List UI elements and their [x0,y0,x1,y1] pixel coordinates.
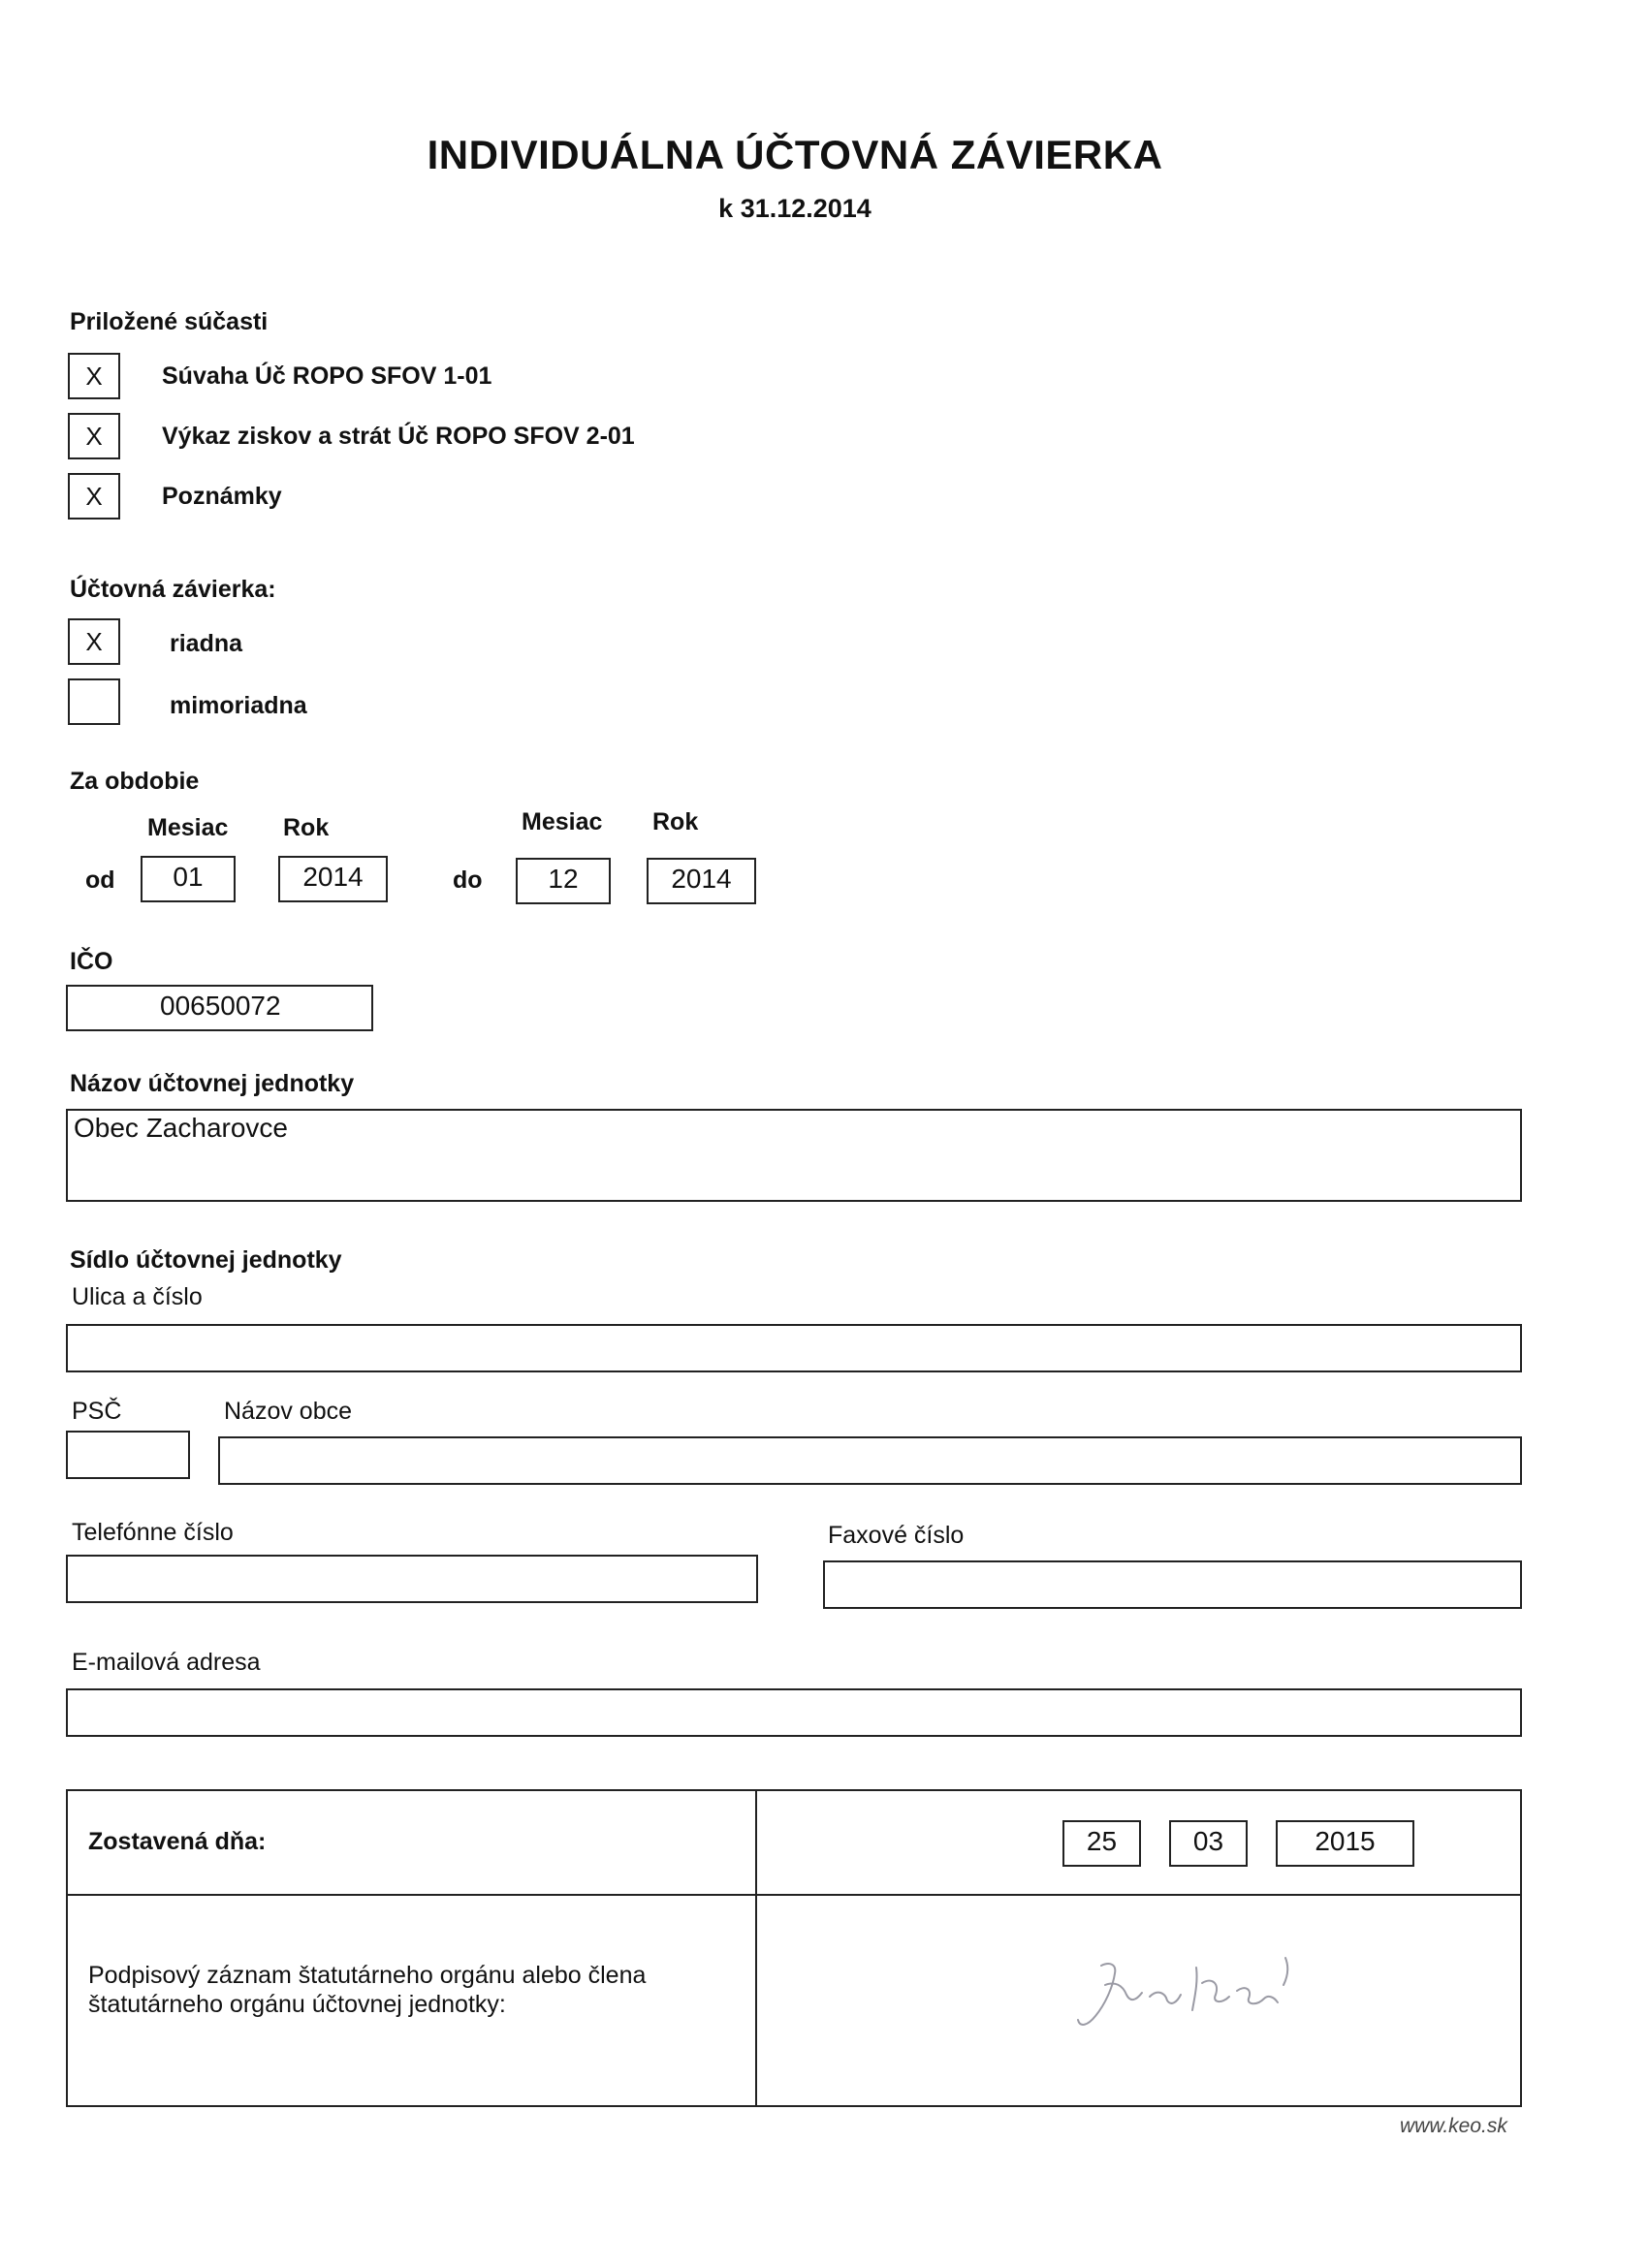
period-to-month-field[interactable]: 12 [516,858,611,904]
postal-code-label: PSČ [72,1398,122,1425]
table-divider-vertical [755,1789,757,2107]
email-label: E-mailová adresa [72,1649,261,1676]
ico-field[interactable]: 00650072 [66,985,373,1031]
compiled-month-field[interactable]: 03 [1169,1820,1248,1867]
footer-url: www.keo.sk [1400,2115,1507,2137]
fax-label: Faxové číslo [828,1522,965,1549]
checkbox-income-statement[interactable]: X [68,413,120,459]
checkbox-notes[interactable]: X [68,473,120,520]
period-to-year-field[interactable]: 2014 [647,858,756,904]
period-from-month-field[interactable]: 01 [141,856,236,902]
period-to-label: do [453,866,483,894]
table-divider-horizontal [66,1894,1522,1896]
checkbox-extraordinary[interactable] [68,678,120,725]
option-label-extraordinary: mimoriadna [170,692,307,719]
postal-code-field[interactable] [66,1431,190,1479]
option-label-regular: riadna [170,630,243,657]
attachment-label-income-statement: Výkaz ziskov a strát Úč ROPO SFOV 2-01 [162,423,635,450]
period-heading: Za obdobie [70,768,200,795]
entity-name-field[interactable] [66,1109,1522,1202]
compiled-year-field[interactable]: 2015 [1276,1820,1414,1867]
period-to-month-label: Mesiac [522,808,603,835]
period-to-year-label: Rok [652,808,699,835]
period-from-label: od [85,866,115,894]
city-field[interactable] [218,1436,1522,1485]
compiled-date-label: Zostavená dňa: [88,1828,267,1855]
document-title: INDIVIDUÁLNA ÚČTOVNÁ ZÁVIERKA [427,132,1163,177]
checkbox-balance-sheet[interactable]: X [68,353,120,399]
statement-type-heading: Účtovná závierka: [70,576,276,603]
period-from-year-field[interactable]: 2014 [278,856,388,902]
entity-name-value: Obec Zacharovce [74,1113,288,1143]
signature-label-line1: Podpisový záznam štatutárneho orgánu alebo člena [88,1962,647,1989]
attachment-label-balance-sheet: Súvaha Úč ROPO SFOV 1-01 [162,362,492,390]
street-field[interactable] [66,1324,1522,1372]
entity-name-label: Názov účtovnej jednotky [70,1070,355,1097]
compiled-day-field[interactable]: 25 [1062,1820,1141,1867]
checkbox-regular[interactable]: X [68,618,120,665]
email-field[interactable] [66,1688,1522,1737]
handwritten-signature [1066,1944,1318,2051]
attachment-label-notes: Poznámky [162,483,282,510]
attachments-heading: Priložené súčasti [70,308,269,335]
phone-field[interactable] [66,1555,758,1603]
street-label: Ulica a číslo [72,1283,203,1310]
signature-label-line2: štatutárneho orgánu účtovnej jednotky: [88,1991,506,2018]
fax-field[interactable] [823,1560,1522,1609]
city-label: Názov obce [224,1398,353,1425]
phone-label: Telefónne číslo [72,1519,234,1546]
ico-label: IČO [70,948,113,975]
seat-heading: Sídlo účtovnej jednotky [70,1246,342,1274]
period-from-year-label: Rok [283,814,330,841]
period-from-month-label: Mesiac [147,814,229,841]
document-date: k 31.12.2014 [718,194,872,223]
